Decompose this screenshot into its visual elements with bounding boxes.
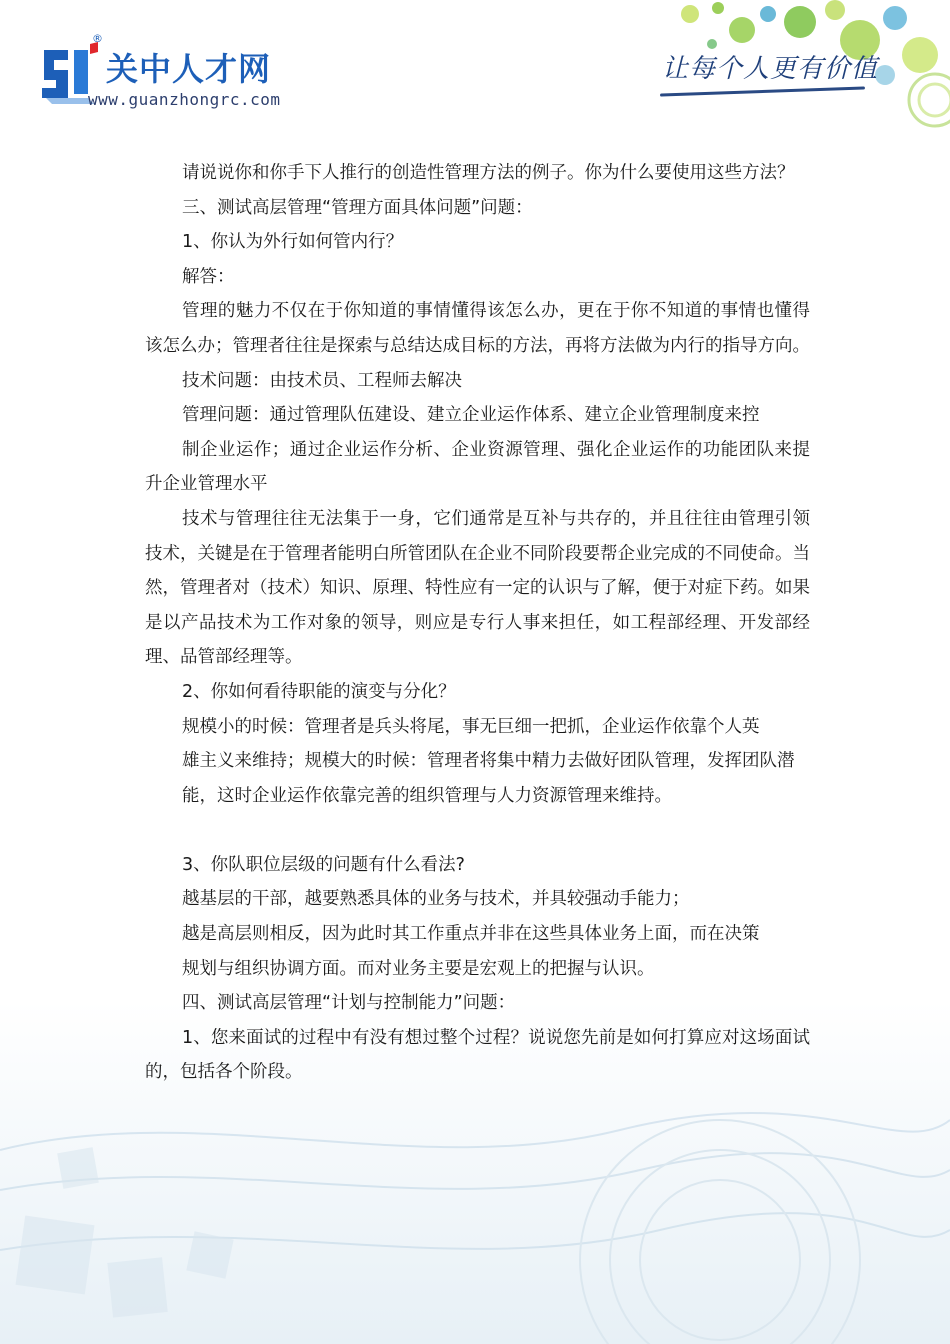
- paragraph: 技术与管理往往无法集于一身，它们通常是互补与共存的，并且往往由管理引领技术，关键是在于管理者能明白所管团队在企业不同阶段要帮企业完成的不同使命。当然，管理者对（技术）知识、原理、特性应有一定的认识与了解，便于对症下药。如果是以产品技术为工作对象的领导，则应是专行人事来担任，如工程部经理、开发部经理、品管部经理等。: [145, 508, 810, 668]
- paragraph: 越基层的干部，越要熟悉具体的业务与技术，并具较强动手能力；: [182, 889, 690, 910]
- paragraph: 规模小的时候：管理者是兵头将尾，事无巨细一把抓，企业运作依靠个人英: [182, 716, 760, 737]
- paragraph: 越是高层则相反，因为此时其工作重点并非在这些具体业务上面，而在决策: [182, 924, 760, 945]
- paragraph: 管理问题：通过管理队伍建设、建立企业运作体系、建立企业管理制度来控: [182, 405, 760, 426]
- page-header: [0, 0, 950, 140]
- header-slogan: 让每个人更有价值: [662, 54, 879, 84]
- paragraph: 雄主义来维持；规模大的时候：管理者将集中精力去做好团队管理，发挥团队潜: [182, 751, 795, 772]
- slogan-underline: [660, 86, 865, 96]
- paragraph: 管理的魅力不仅在于你知道的事情懂得该怎么办，更在于你不知道的事情也懂得该怎么办；管理者往往是探索与总结达成目标的方法，再将方法做为内行的指导方向。: [145, 301, 810, 356]
- answer-label: 解答：: [182, 266, 235, 287]
- paragraph: 制企业运作；通过企业运作分析、企业资源管理、强化企业运作的功能团队来提升企业管理水平: [145, 439, 810, 495]
- logo-name: 关中人才网: [106, 50, 272, 88]
- question: 1、您来面试的过程中有没有想过整个过程？说说您先前是如何打算应对这场面试的，包括各个阶段。: [145, 1027, 810, 1083]
- paragraph: 技术问题：由技术员、工程师去解决: [182, 370, 462, 391]
- logo-url: www.guanzhongrc.com: [88, 90, 281, 109]
- blank-line: [145, 813, 810, 848]
- paragraph: 能，这时企业运作依靠完善的组织管理与人力资源管理来维持。: [182, 785, 672, 806]
- section-heading: 三、测试高层管理“管理方面具体问题”问题：: [182, 197, 533, 218]
- question: 3、你队职位层级的问题有什么看法?: [182, 854, 465, 875]
- registered-mark: ®: [92, 32, 103, 45]
- paragraph: 请说说你和你手下人推行的创造性管理方法的例子。你为什么要使用这些方法？: [182, 163, 795, 183]
- section-heading: 四、测试高层管理“计划与控制能力”问题：: [182, 993, 516, 1014]
- question: 1、你认为外行如何管内行？: [182, 232, 404, 253]
- question: 2、你如何看待职能的演变与分化？: [182, 681, 456, 702]
- document-body: [145, 156, 810, 1090]
- paragraph: 规划与组织协调方面。而对业务主要是宏观上的把握与认识。: [182, 958, 655, 979]
